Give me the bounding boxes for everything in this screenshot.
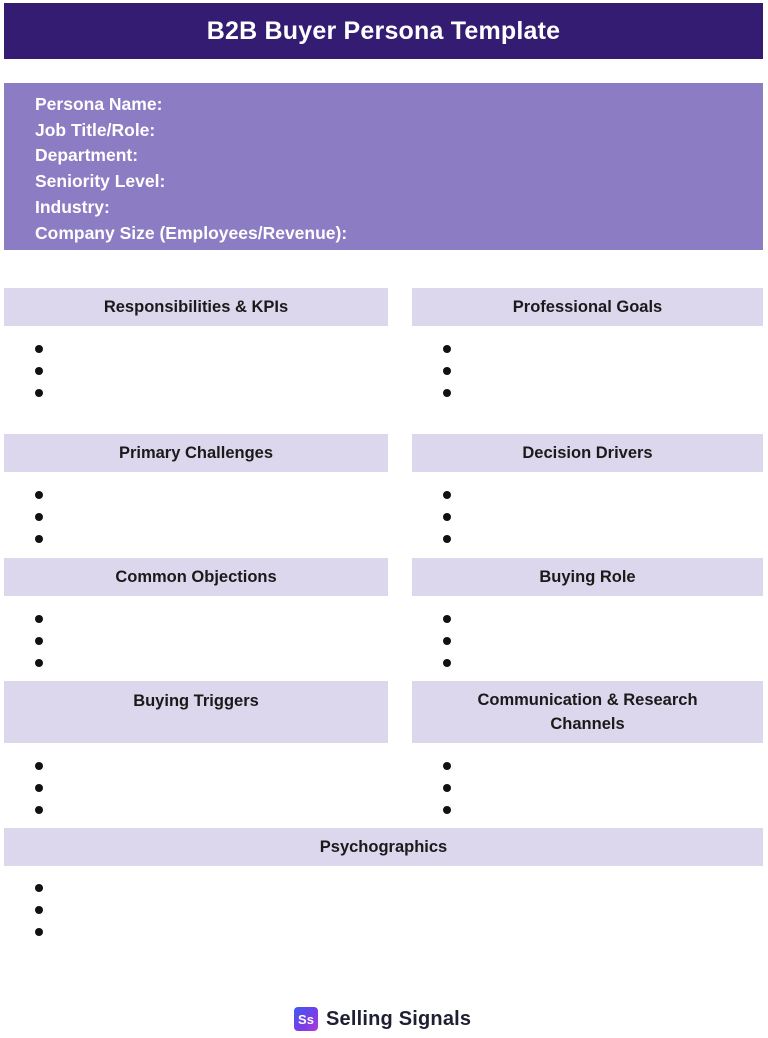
- section-header-responsibilities: Responsibilities & KPIs: [4, 288, 388, 326]
- section-header-psychographics: Psychographics: [4, 828, 763, 866]
- section-header-decision-drivers: Decision Drivers: [412, 434, 763, 472]
- selling-signals-logo: [294, 1006, 471, 1032]
- section-header-common-objections: Common Objections: [4, 558, 388, 596]
- section-header-primary-challenges: Primary Challenges: [4, 434, 388, 472]
- job-title-label: Job Title/Role:: [35, 119, 156, 140]
- company-size-label: Company Size (Employees/Revenue):: [35, 222, 348, 243]
- industry-label: Industry:: [35, 196, 110, 217]
- persona-name-label: Persona Name:: [35, 94, 163, 114]
- section-header-buying-role: Buying Role: [412, 558, 763, 596]
- page-title: B2B Buyer Persona Template: [4, 3, 763, 59]
- seniority-level-label: Seniority Level:: [35, 171, 166, 192]
- brand-logo-icon: Ss: [294, 1007, 318, 1031]
- brand-name: Selling Signals: [326, 1007, 472, 1030]
- persona-profile-box: [4, 83, 763, 250]
- section-header-buying-triggers: Buying Triggers: [4, 681, 388, 743]
- section-header-communication-channels: Communication & Research Channels: [412, 681, 763, 743]
- section-header-professional-goals: Professional Goals: [412, 288, 763, 326]
- department-label: Department:: [35, 145, 139, 166]
